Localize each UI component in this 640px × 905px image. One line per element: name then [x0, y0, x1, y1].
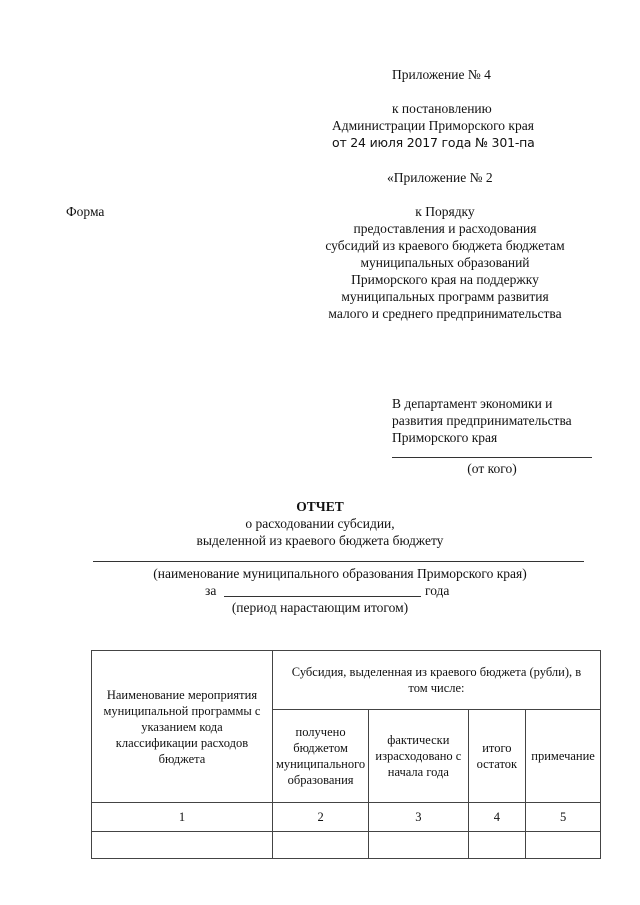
- table-header-row: [92, 651, 601, 710]
- column-number: 1: [92, 803, 273, 832]
- table-cell[interactable]: [272, 832, 368, 859]
- procedure-line: к Порядку: [415, 204, 475, 219]
- form-label: Форма: [66, 204, 105, 219]
- recipient-line: Приморского края: [392, 430, 498, 445]
- municipality-caption: (наименование муниципального образования Приморского края): [153, 566, 527, 581]
- column-number: 4: [468, 803, 526, 832]
- recipient-line: развития предпринимательства: [392, 413, 572, 428]
- table-row: [92, 832, 601, 859]
- header-cell-spent: фактически израсходовано с начала года: [369, 710, 468, 803]
- procedure-reference: [300, 203, 590, 322]
- appendix2-title: «Приложение № 2: [387, 170, 493, 185]
- appendix-title: Приложение № 4: [392, 67, 491, 82]
- column-number: 2: [272, 803, 368, 832]
- procedure-line: предоставления и расходования: [353, 221, 537, 236]
- table-cell[interactable]: [369, 832, 468, 859]
- header-cell-measure: Наименование мероприятия муниципальной программы с указанием кода классификации расходов бюджета: [92, 651, 273, 803]
- table-row: [92, 803, 601, 832]
- decree-line-1: к постановлению: [392, 101, 492, 116]
- column-number: 5: [526, 803, 601, 832]
- header-cell-subsidy: Субсидия, выделенная из краевого бюджета (рубли), в том числе:: [272, 651, 600, 710]
- header-cell-note: примечание: [526, 710, 601, 803]
- municipality-line: [93, 561, 584, 562]
- report-subtitle-line: выделенной из краевого бюджета бюджету: [196, 533, 444, 548]
- period-blank-line: [224, 596, 421, 597]
- table-cell[interactable]: [526, 832, 601, 859]
- procedure-line: муниципальных образований: [360, 255, 530, 270]
- report-subtitle-line: о расходовании субсидии,: [245, 516, 395, 531]
- decree-line-2: Администрации Приморского края: [332, 118, 534, 133]
- report-subtitle: [0, 515, 640, 549]
- period-caption: (период нарастающим итогом): [231, 600, 409, 615]
- period-prefix: за: [205, 583, 217, 598]
- report-heading: ОТЧЕТ: [296, 499, 344, 514]
- from-caption: (от кого): [467, 461, 517, 476]
- procedure-line: муниципальных программ развития: [341, 289, 549, 304]
- column-number: 3: [369, 803, 468, 832]
- header-cell-received: получено бюджетом муниципального образования: [272, 710, 368, 803]
- decree-date: от 24 июля 2017 года № 301-па: [332, 135, 535, 150]
- recipient-block: [392, 395, 572, 446]
- table-cell[interactable]: [468, 832, 526, 859]
- header-cell-balance: итого остаток: [468, 710, 526, 803]
- from-signature-line: [392, 457, 592, 458]
- procedure-line: малого и среднего предпринимательства: [328, 306, 562, 321]
- recipient-line: В департамент экономики и: [392, 396, 553, 411]
- table-cell[interactable]: [92, 832, 273, 859]
- procedure-line: Приморского края на поддержку: [351, 272, 539, 287]
- report-table: [91, 650, 601, 859]
- period-suffix: года: [425, 583, 450, 598]
- procedure-line: субсидий из краевого бюджета бюджетам: [325, 238, 565, 253]
